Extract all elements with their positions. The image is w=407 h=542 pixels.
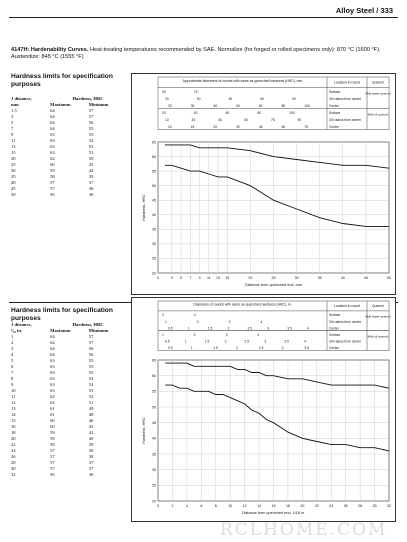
location-row-label: Surface (329, 111, 341, 116)
diameter-value: 2 (193, 332, 196, 337)
x-tick-label: 30 (372, 504, 377, 508)
section2-cell-jdist: 32 (11, 472, 16, 477)
section1-cell-max: 63 (50, 138, 55, 143)
x-tick-label: 35 (317, 276, 322, 280)
diameter-value: 4 (307, 326, 309, 331)
location-row-label: Center (329, 326, 339, 331)
section2-cell-min: 36 (88, 472, 94, 477)
section1-cell-jdist: 40 (11, 180, 16, 185)
diameter-value: 1.5 (207, 326, 213, 331)
section2-cell-jdist: 12 (11, 400, 16, 405)
diameter-value: 45 (218, 118, 222, 123)
chart2 (132, 298, 395, 521)
section2-cell-max: 60 (50, 418, 55, 423)
section2-col-jdist-unit: ¹⁄₁₆ in. (11, 328, 23, 333)
section2-cell-jdist: 22 (11, 442, 16, 447)
diameter-value: 1.5 (213, 346, 219, 351)
section2-cell-min: 55 (88, 364, 94, 369)
location-row-label: Surface (329, 332, 341, 337)
section2-cell-jdist: 13 (11, 406, 16, 411)
y-tick-label: 45 (152, 198, 156, 203)
section1-table (11, 96, 126, 198)
section1-cell-max: 63 (50, 132, 55, 137)
section1-cell-max: 64 (50, 108, 55, 113)
section1-cell-jdist: 45 (11, 186, 16, 191)
x-tick-label: 15 (225, 276, 230, 280)
x-axis-label: Distance from quenched end, mm (245, 283, 302, 287)
section2-cell-max: 59 (50, 430, 55, 435)
y-axis-label: Hardness, HRC (142, 194, 146, 221)
x-tick-label: 9 (198, 276, 201, 280)
diameter-value: 2 (227, 326, 230, 331)
diameter-value: 1 (184, 339, 187, 344)
section2-cell-min: 55 (88, 370, 94, 375)
oil-quench-label: Mild oil quench (367, 112, 389, 117)
diameter-value: 10 (168, 125, 172, 130)
section2-cell-max: 64 (50, 346, 55, 351)
section2-cell-jdist: 26 (11, 454, 16, 459)
section1-cell-min: 53 (88, 144, 94, 149)
section2-cell-jdist: 10 (11, 388, 16, 393)
section2-cell-max: 63 (50, 370, 55, 375)
steel-code: 4147H: Hardenability Curves. (11, 47, 89, 53)
diameter-value: 3.5 (304, 346, 309, 351)
section1-cell-min: 36 (88, 186, 94, 191)
section2-cell-jdist: 1 (11, 334, 14, 339)
section1-cell-max: 57 (50, 180, 55, 185)
y-tick-label: 65 (152, 358, 156, 363)
header-rule (9, 17, 398, 18)
section2-cell-jdist: 15 (11, 418, 16, 423)
x-tick-label: 0 (157, 504, 159, 508)
section1-cell-max: 58 (50, 174, 55, 179)
y-axis-label: Hardness, HRC (142, 417, 146, 444)
section1-cell-jdist: 30 (11, 168, 16, 173)
section2-cell-min: 55 (88, 358, 94, 363)
diameter-value: 75 (304, 125, 308, 130)
x-tick-label: 50 (387, 276, 391, 280)
x-tick-label: 12 (242, 504, 247, 508)
section2-cell-min: 37 (88, 466, 94, 471)
min-hardness-curve (165, 385, 389, 451)
location-row-label: Center (329, 125, 339, 130)
y-tick-label: 50 (152, 405, 156, 410)
section1-cell-jdist: 25 (11, 162, 16, 167)
y-tick-label: 45 (152, 420, 156, 425)
section2-cell-jdist: 8 (11, 376, 14, 381)
section1-cell-min: 57 (88, 108, 94, 113)
section2-cell-min: 53 (88, 388, 94, 393)
water-quench-label: Mild water quench (365, 91, 391, 96)
location-row-label: Surface (329, 313, 341, 318)
diameter-value: 3.5 (287, 326, 292, 331)
x-tick-label: 18 (285, 504, 290, 508)
section1-cell-jdist: 35 (11, 174, 16, 179)
section2-cell-min: 42 (88, 430, 94, 435)
section1-cell-max: 64 (50, 120, 55, 125)
section1-cell-min: 55 (88, 132, 94, 137)
section2-cell-min: 40 (88, 436, 94, 441)
section2-cell-jdist: 7 (11, 370, 14, 375)
chart2-panel (131, 297, 396, 522)
y-tick-label: 20 (152, 499, 156, 504)
diameter-value: 4 (304, 339, 306, 344)
diameter-value: 75 (271, 118, 275, 123)
diameter-value: 50 (228, 97, 233, 102)
section2-cell-min: 57 (88, 340, 94, 345)
diameter-value: 1.5 (204, 339, 210, 344)
section1-cell-max: 60 (50, 162, 55, 167)
diameter-value: 0.5 (168, 326, 173, 331)
diameter-header-text: Approximate diameters of rounds with same as-quenched hardness (HRC), mm (182, 78, 303, 83)
section1-cell-min: 36 (88, 192, 94, 197)
section2-table (11, 322, 126, 478)
section1-cell-jdist: 15 (11, 150, 16, 155)
diameter-value: 1 (190, 346, 193, 351)
section2-cell-max: 64 (50, 352, 55, 357)
section2-cell-max: 58 (50, 442, 55, 447)
x-tick-label: 13 (216, 276, 221, 280)
section1-col-jdist-unit: mm (11, 102, 19, 107)
section2-cell-min: 52 (88, 394, 94, 399)
section2-cell-jdist: 6 (11, 364, 14, 369)
location-row-label: 3/4 radius from center (329, 319, 362, 324)
y-tick-label: 60 (152, 154, 156, 159)
x-tick-label: 0 (157, 276, 159, 280)
diameter-value: 15 (190, 125, 195, 130)
chart1 (132, 74, 395, 294)
section1-cell-min: 50 (88, 156, 94, 161)
section2-cell-min: 51 (88, 400, 94, 405)
section2-cell-max: 62 (50, 400, 55, 405)
oil-quench-label: Mild oil quench (367, 334, 389, 339)
section2-cell-min: 46 (88, 418, 94, 423)
location-row-label: 3/4 radius from center (329, 97, 362, 102)
section2-cell-jdist: 14 (11, 412, 16, 417)
section1-cell-jdist: 5 (11, 120, 14, 125)
diameter-value: 90 (297, 118, 302, 123)
x-tick-label: 32 (387, 504, 391, 508)
section1-cell-min: 42 (88, 168, 94, 173)
diameter-value: 3 (267, 326, 270, 331)
water-quench-label: Mild water quench (365, 314, 391, 319)
section1-cell-min: 54 (88, 138, 94, 143)
quench-header: Quench (372, 303, 384, 308)
section2-cell-max: 64 (50, 340, 55, 345)
table-row (11, 192, 126, 198)
y-tick-label: 55 (152, 389, 156, 394)
section2-cell-jdist: 20 (11, 436, 16, 441)
section1-cell-max: 64 (50, 126, 55, 131)
section2-col-max: Maximum (50, 328, 71, 333)
diameter-value: 13 (165, 118, 169, 123)
section1-cell-jdist: 11 (11, 138, 16, 143)
diameter-value: 30 (196, 97, 201, 102)
x-tick-label: 6 (200, 504, 203, 508)
section2-cell-max: 57 (50, 460, 55, 465)
section2-cell-max: 56 (50, 472, 55, 477)
diameter-value: 2.5 (247, 326, 253, 331)
location-header: Location in round (333, 303, 361, 308)
diameter-value: 3 (281, 346, 284, 351)
x-tick-label: 2 (171, 504, 174, 508)
diameter-value: 60 (260, 97, 265, 102)
x-tick-label: 3 (170, 276, 173, 280)
section2-cell-jdist: 18 (11, 430, 16, 435)
section2-col-min: Minimum (88, 328, 109, 333)
x-tick-label: 26 (343, 504, 348, 508)
section2-cell-min: 49 (88, 406, 94, 411)
diameter-value: 1 (187, 326, 190, 331)
section1-cell-jdist: 20 (11, 156, 16, 161)
location-row-label: 3/4 radius from center (329, 339, 362, 344)
section1-cell-jdist: 9 (11, 132, 14, 137)
x-tick-label: 24 (329, 504, 334, 508)
diameter-value: 60 (244, 118, 249, 123)
diameter-value: 100 (289, 111, 295, 116)
diameter-value: 45 (258, 125, 263, 130)
section2-cell-max: 61 (50, 412, 55, 417)
diameter-value: 20 (191, 118, 196, 123)
watermark: RCLHOME.COM (220, 520, 388, 540)
diameter-value: 100 (304, 104, 310, 109)
y-tick-label: 35 (152, 227, 156, 232)
y-tick-label: 25 (152, 256, 156, 261)
x-tick-label: 4 (185, 504, 188, 508)
y-tick-label: 30 (152, 242, 156, 247)
diameter-value: 4 (193, 313, 196, 318)
x-tick-label: 11 (206, 276, 211, 280)
diameter-value: 3 (228, 319, 231, 324)
section1-col-jdist: J distance, (11, 96, 32, 101)
chart1-panel (131, 73, 396, 295)
section2-cell-jdist: 28 (11, 460, 16, 465)
section2-col-hardness: Hardness, HRC (72, 322, 104, 327)
diameter-value: 1 (165, 319, 167, 324)
min-hardness-curve (165, 165, 389, 226)
section1-cell-min: 57 (88, 114, 94, 119)
diameter-value: 3 (225, 332, 228, 337)
x-tick-label: 28 (358, 504, 363, 508)
y-tick-label: 40 (152, 213, 156, 218)
section2-cell-min: 57 (88, 334, 94, 339)
diameter-value: 0.5 (165, 339, 170, 344)
diameter-value: 0.5 (168, 346, 173, 351)
x-tick-label: 22 (314, 504, 319, 508)
x-tick-label: 25 (271, 276, 276, 280)
intro-text: Heat-treating temperatures recommended by SAE. Normalize (for forged or rolled specimens only): 870 °C (1600 °F). Austenitize: 845 °C (1555 °F) (11, 47, 381, 60)
location-row-label: Surface (329, 90, 341, 95)
section1-cell-jdist: 50 (11, 192, 16, 197)
section2-cell-min: 48 (88, 412, 94, 417)
section2-cell-jdist: 3 (11, 346, 14, 351)
x-tick-label: 45 (363, 276, 368, 280)
section2-cell-jdist: 4 (11, 352, 14, 357)
x-tick-label: 30 (294, 276, 299, 280)
x-tick-label: 40 (340, 276, 345, 280)
table-row (11, 472, 126, 478)
section1-cell-max: 63 (50, 144, 55, 149)
y-tick-label: 65 (152, 140, 156, 145)
section1-col-max: Maximum (50, 102, 71, 107)
section2-cell-jdist: 30 (11, 466, 16, 471)
section1-cell-max: 56 (50, 192, 55, 197)
diameter-value: 80 (281, 104, 286, 109)
section1-cell-max: 57 (50, 186, 55, 191)
section1-title: Hardness limits for specification purposes (11, 73, 113, 88)
diameter-value: 50 (236, 104, 240, 109)
section2-cell-max: 63 (50, 364, 55, 369)
y-tick-label: 30 (152, 467, 156, 472)
diameter-value: 2.5 (244, 339, 250, 344)
diameter-header-text: Diameters of rounds with same as-quenched hardness (HRC), in. (193, 302, 292, 307)
section2-cell-max: 63 (50, 388, 55, 393)
location-row-label: Center (329, 346, 339, 351)
x-tick-label: 14 (257, 504, 262, 508)
x-tick-label: 20 (300, 504, 305, 508)
section1-cell-min: 39 (88, 174, 94, 179)
section2-cell-jdist: 5 (11, 358, 14, 363)
y-tick-label: 60 (152, 373, 156, 378)
section2-cell-jdist: 16 (11, 424, 16, 429)
section2-cell-max: 59 (50, 436, 55, 441)
diameter-value: 20 (213, 125, 218, 130)
section2-cell-jdist: 9 (11, 382, 14, 387)
section2-cell-max: 57 (50, 448, 55, 453)
section2-col-jdist: J distance, (11, 322, 32, 327)
section2-cell-min: 38 (88, 454, 94, 459)
section2-cell-jdist: 24 (11, 448, 16, 453)
y-tick-label: 20 (152, 271, 156, 276)
section1-cell-jdist: 13 (11, 144, 16, 149)
section2-cell-max: 63 (50, 358, 55, 363)
x-tick-label: 10 (228, 504, 233, 508)
diameter-value: 75 (193, 90, 198, 95)
diameter-value: 80 (257, 111, 262, 116)
section1-cell-min: 37 (88, 180, 94, 185)
section1-cell-min: 55 (88, 126, 94, 131)
diameter-value: 3.5 (284, 339, 289, 344)
diameter-value: 30 (190, 104, 195, 109)
x-tick-label: 7 (189, 276, 192, 280)
x-tick-label: 8 (214, 504, 217, 508)
x-tick-label: 5 (180, 276, 183, 280)
diameter-value: 2 (196, 319, 199, 324)
section1-cell-min: 45 (88, 162, 94, 167)
section2-cell-min: 56 (88, 346, 94, 351)
section2-cell-min: 45 (88, 424, 94, 429)
section2-cell-max: 64 (50, 334, 55, 339)
section1-cell-jdist: 3 (11, 114, 14, 119)
section2-cell-jdist: 11 (11, 394, 16, 399)
diameter-value: 4 (257, 332, 260, 337)
section2-cell-max: 61 (50, 406, 55, 411)
diameter-value: 20 (165, 97, 169, 102)
diameter-value: 60 (225, 111, 230, 116)
page-header: Alloy Steel / 333 (335, 6, 393, 15)
section2-cell-min: 39 (88, 442, 94, 447)
section2-cell-jdist: 2 (11, 340, 14, 345)
diameter-value: 60 (281, 125, 286, 130)
diameter-value: 2 (162, 313, 164, 318)
location-header: Location in round (333, 80, 361, 85)
section2-title: Hardness limits for specification purposes (11, 307, 113, 322)
section2-cell-min: 54 (88, 382, 94, 387)
section1-cell-max: 64 (50, 114, 55, 119)
diameter-value: 90 (292, 97, 296, 102)
section1-cell-min: 56 (88, 120, 94, 125)
diameter-value: 60 (258, 104, 263, 109)
diameter-value: 40 (213, 104, 218, 109)
y-tick-label: 35 (152, 452, 156, 457)
diameter-value: 50 (162, 90, 166, 95)
diameter-value: 20 (168, 104, 172, 109)
section2-cell-max: 63 (50, 376, 55, 381)
section2-cell-max: 63 (50, 382, 55, 387)
x-tick-label: 20 (248, 276, 253, 280)
section2-cell-min: 54 (88, 376, 94, 381)
y-tick-label: 55 (152, 169, 156, 174)
section2-cell-max: 57 (50, 454, 55, 459)
section1-col-hardness: Hardness, HRC (72, 96, 104, 101)
y-tick-label: 25 (152, 483, 156, 488)
section2-cell-min: 56 (88, 352, 94, 357)
diameter-value: 2 (224, 339, 227, 344)
x-axis-label: Distance from quenched end, 1/16 in. (241, 511, 306, 515)
diameter-value: 3 (264, 339, 267, 344)
section1-col-min: Minimum (88, 102, 109, 107)
diameter-value: 40 (193, 111, 198, 116)
location-row-label: 3/4 radius from center (329, 118, 362, 123)
diameter-value: 30 (236, 125, 240, 130)
y-tick-label: 50 (152, 183, 156, 188)
quench-header: Quench (372, 80, 384, 85)
section1-cell-max: 63 (50, 150, 55, 155)
diameter-value: 1 (162, 332, 164, 337)
diameter-value: 2.5 (258, 346, 264, 351)
diameter-value: 20 (162, 111, 166, 116)
section2-cell-min: 37 (88, 460, 94, 465)
section1-cell-max: 62 (50, 156, 55, 161)
section2-cell-max: 62 (50, 394, 55, 399)
section1-cell-jdist: 7 (11, 126, 14, 131)
diameter-value: 4 (260, 319, 263, 324)
section1-cell-jdist: 1.5 (11, 108, 17, 113)
section2-cell-max: 60 (50, 424, 55, 429)
section2-cell-min: 38 (88, 448, 94, 453)
diameter-value: 2 (236, 346, 238, 351)
section1-cell-max: 59 (50, 168, 55, 173)
section1-cell-min: 53 (88, 150, 94, 155)
x-tick-label: 16 (271, 504, 276, 508)
intro-paragraph (11, 47, 391, 61)
section2-cell-max: 57 (50, 466, 55, 471)
location-row-label: Center (329, 104, 339, 109)
y-tick-label: 40 (152, 436, 156, 441)
